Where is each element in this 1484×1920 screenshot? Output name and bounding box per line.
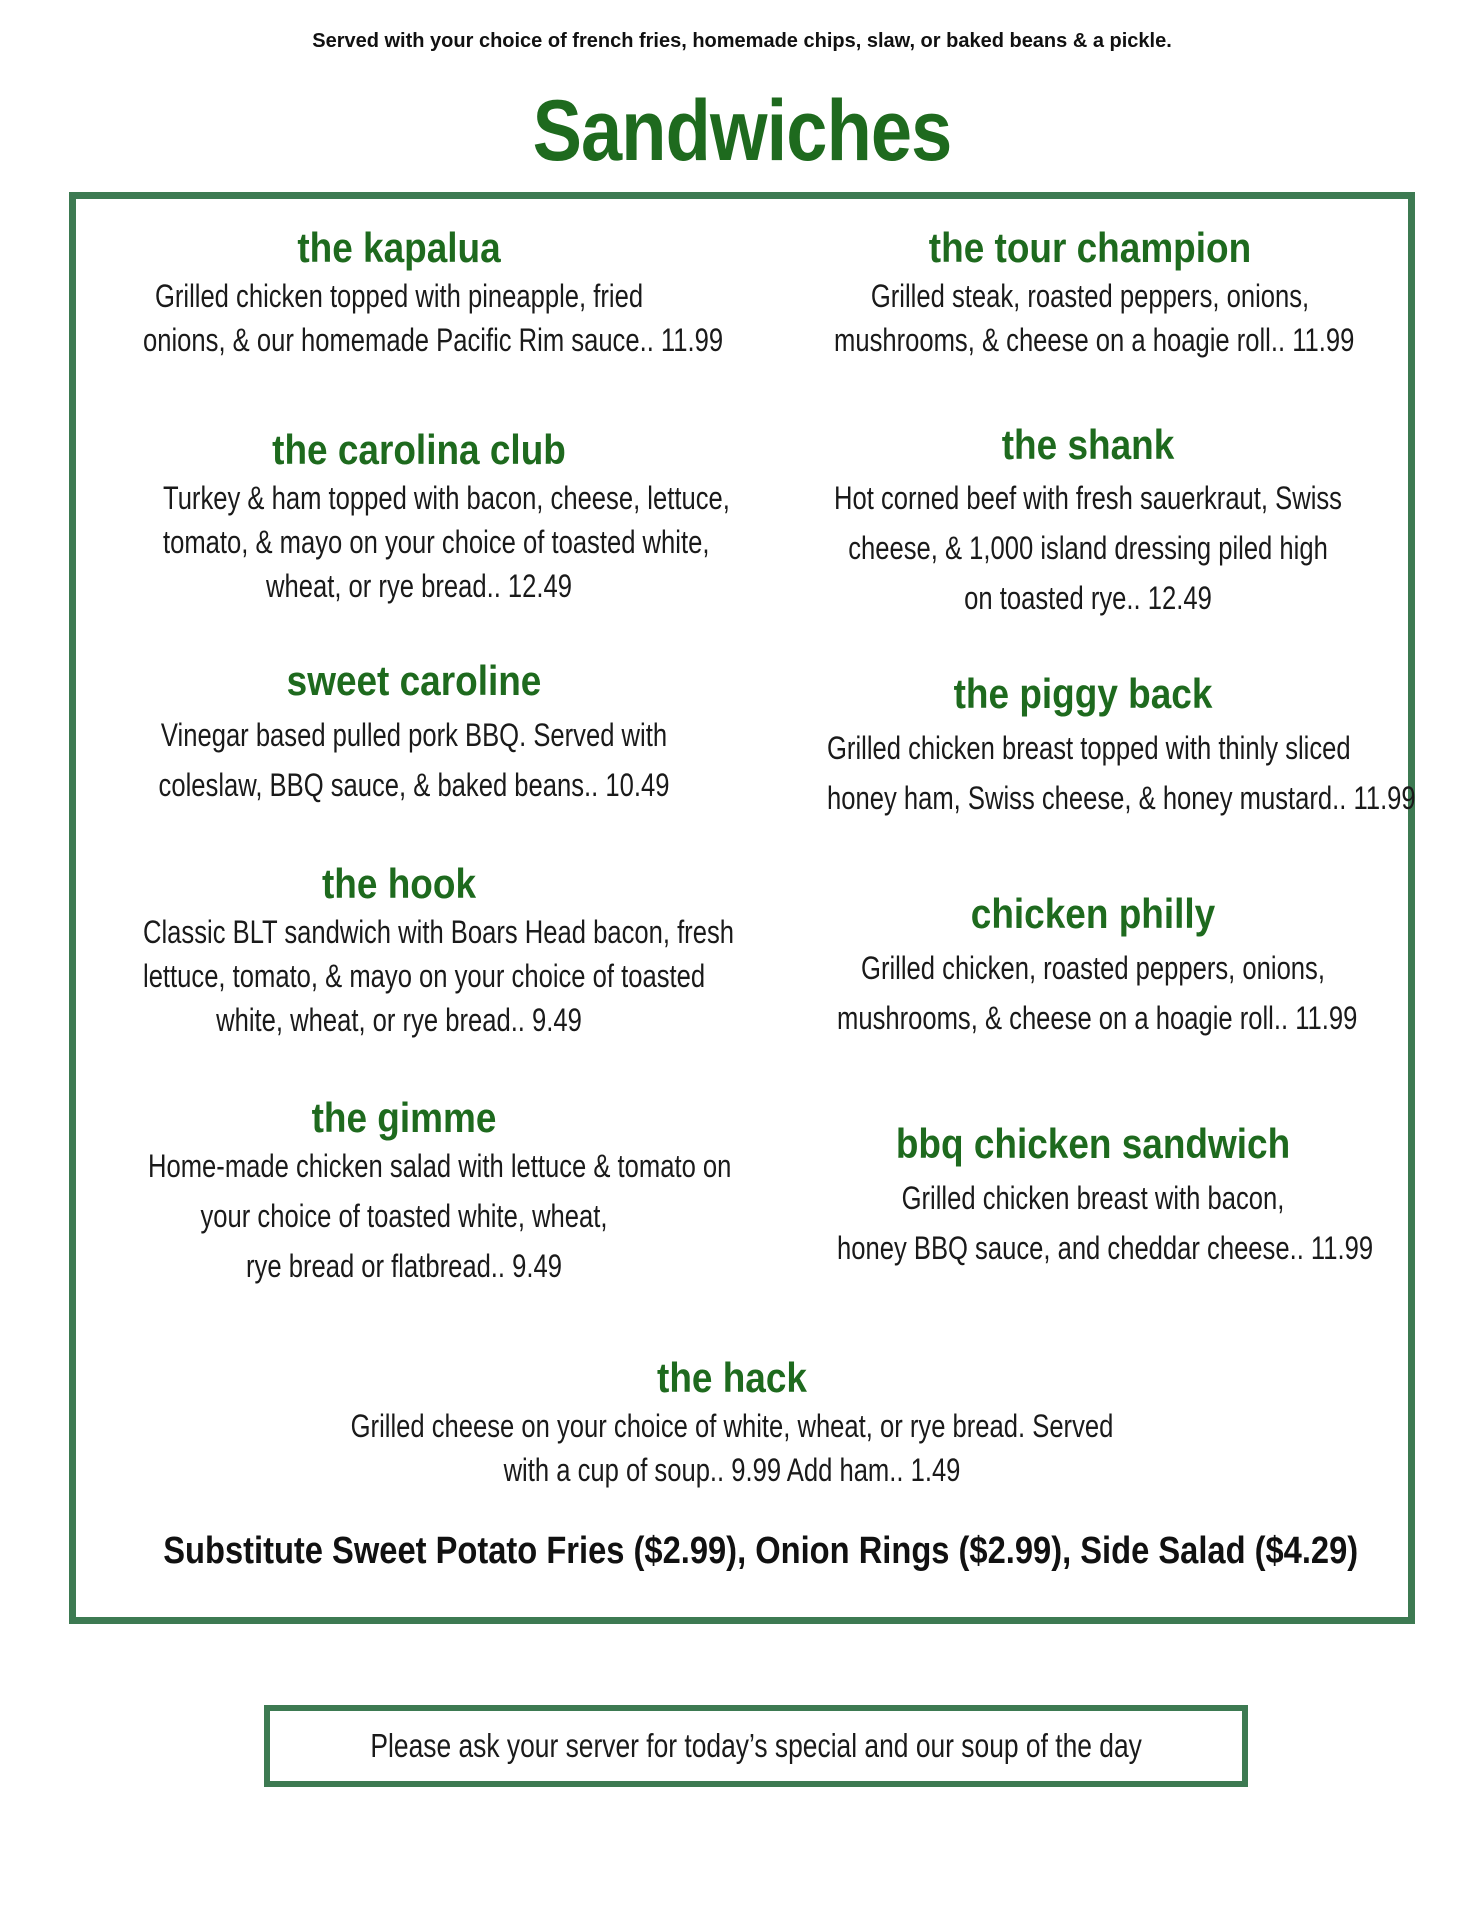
menu-item-sweet-caroline xyxy=(94,655,734,807)
item-desc-line: Turkey & ham topped with bacon, cheese, lettuce, xyxy=(163,480,730,516)
item-desc-line: cheese, & 1,000 island dressing piled high xyxy=(848,530,1328,566)
item-desc-line: Grilled chicken breast topped with thinly sliced xyxy=(827,730,1351,766)
item-desc-line: wheat, or rye bread.. 12.49 xyxy=(266,568,572,604)
item-desc-line: mushrooms, & cheese on a hoagie roll.. 11.99 xyxy=(834,322,1355,358)
item-desc-line: Home-made chicken salad with lettuce & tomato on xyxy=(148,1148,732,1184)
item-name: the hook xyxy=(322,860,476,907)
menu-item-hack xyxy=(242,1352,1222,1492)
item-name: the carolina club xyxy=(272,426,566,473)
menu-item-shank xyxy=(768,414,1408,620)
item-desc-line: Grilled cheese on your choice of white, wheat, or rye bread. Served xyxy=(350,1408,1114,1444)
item-desc-line: Hot corned beef with fresh sauerkraut, Swiss xyxy=(834,480,1342,516)
item-desc-line: tomato, & mayo on your choice of toasted white, xyxy=(163,524,710,560)
item-name: the shank xyxy=(1001,421,1175,468)
item-desc-line: Vinegar based pulled pork BBQ. Served with xyxy=(160,717,668,753)
item-desc-line: white, wheat, or rye bread.. 9.49 xyxy=(216,1002,582,1038)
menu-item-piggy-back xyxy=(763,668,1416,820)
item-desc-line: your choice of toasted white, wheat, xyxy=(200,1198,608,1234)
item-name: sweet caroline xyxy=(286,657,542,704)
item-name: bbq chicken sandwich xyxy=(895,1120,1291,1167)
item-desc-line: mushrooms, & cheese on a hoagie roll.. 11.99 xyxy=(837,1000,1358,1036)
special-box xyxy=(264,1705,1248,1787)
item-name: the hack xyxy=(657,1354,807,1401)
item-desc-line: on toasted rye.. 12.49 xyxy=(964,580,1212,616)
menu-item-gimme xyxy=(84,1092,732,1288)
item-desc-line: Grilled chicken breast with bacon, xyxy=(901,1180,1285,1216)
item-desc-line: honey ham, Swiss cheese, & honey mustard.. 11.99 xyxy=(827,780,1416,816)
item-desc-line: Grilled chicken, roasted peppers, onions, xyxy=(861,950,1325,986)
item-desc-line: Grilled chicken topped with pineapple, fried xyxy=(154,278,644,314)
menu-item-bbq-chicken-sandwich xyxy=(773,1118,1413,1270)
substitute-note: Substitute Sweet Potato Fries ($2.99), Onion Rings ($2.99), Side Salad ($4.29) xyxy=(163,1530,1359,1572)
item-desc-line: honey BBQ sauce, and cheddar cheese.. 11.99 xyxy=(837,1230,1374,1266)
item-name: the tour champion xyxy=(928,224,1252,271)
menu-item-carolina-club xyxy=(99,424,739,608)
menu-item-tour-champion xyxy=(770,222,1410,362)
item-desc-line: lettuce, tomato, & mayo on your choice of toasted xyxy=(143,958,706,994)
sides-note: Served with your choice of french fries, homemade chips, slaw, or baked beans & a pickle. xyxy=(312,30,1172,52)
menu-item-hook xyxy=(79,858,734,1042)
item-desc-line: with a cup of soup.. 9.99 Add ham.. 1.49 xyxy=(503,1452,961,1488)
item-desc-line: Classic BLT sandwich with Boars Head bacon, fresh xyxy=(143,914,734,950)
item-desc-line: onions, & our homemade Pacific Rim sauce.. 11.99 xyxy=(143,322,724,358)
special-note: Please ask your server for today’s special and our soup of the day xyxy=(370,1727,1142,1764)
item-name: the kapalua xyxy=(297,224,501,271)
menu-item-chicken-philly xyxy=(773,888,1413,1040)
item-name: chicken philly xyxy=(970,890,1216,937)
item-desc-line: coleslaw, BBQ sauce, & baked beans.. 10.49 xyxy=(158,767,670,803)
item-name: the piggy back xyxy=(953,670,1213,717)
item-desc-line: rye bread or flatbread.. 9.49 xyxy=(246,1248,562,1284)
item-name: the gimme xyxy=(311,1094,497,1141)
item-desc-line: Grilled steak, roasted peppers, onions, xyxy=(870,278,1310,314)
menu-item-kapalua xyxy=(79,222,724,362)
page-title: Sandwiches xyxy=(532,83,952,179)
